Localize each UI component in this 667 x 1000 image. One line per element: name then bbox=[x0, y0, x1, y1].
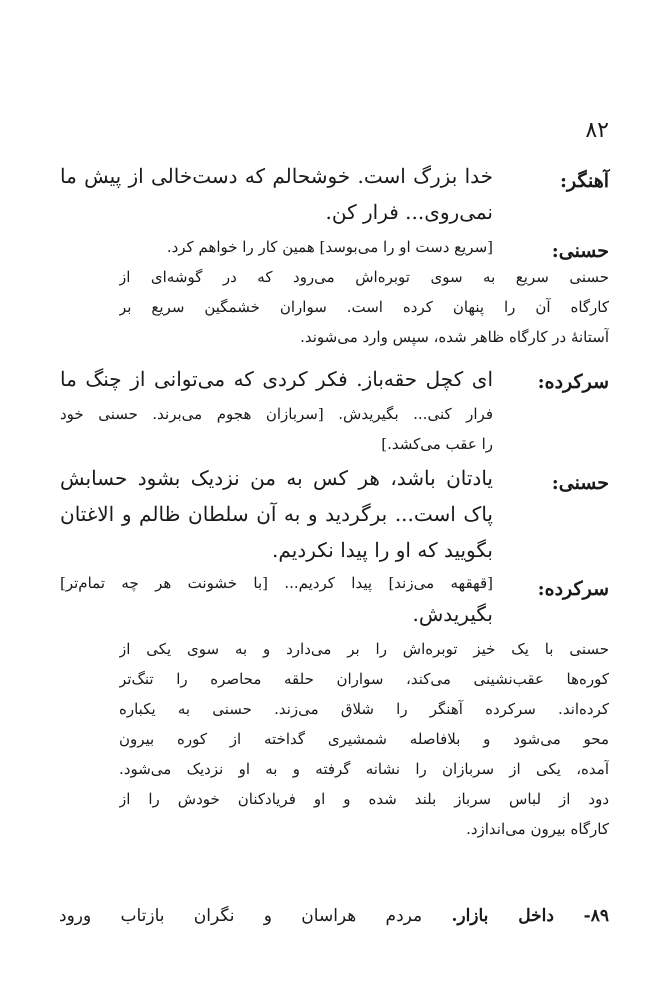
dialogue-line: [قهقهه می‌زند] پیدا کردیم... [با خشونت هر چه تمام‌تر] bbox=[60, 574, 493, 592]
stage-line: حسنی با یک خیز توبره‌اش را بر می‌دارد و به سوی یکی از bbox=[119, 640, 609, 658]
speaker-name: آهنگر: bbox=[559, 170, 609, 192]
stage-line: کارگاه آن را پنهان کرده است. سواران خشمگین سریع بر bbox=[119, 298, 609, 316]
stage-line: دود از لباس سرباز بلند شده و او فریادکنان خودش را از bbox=[119, 790, 609, 808]
scene-number: ۸۹- داخل بازار. bbox=[451, 906, 610, 926]
dialogue-line: یادتان باشد، هر کس به من نزدیک بشود حسابش bbox=[60, 466, 493, 490]
dialogue-line: را عقب می‌کشد.] bbox=[381, 435, 493, 453]
dialogue-line: نمی‌روی... فرار کن. bbox=[325, 200, 493, 224]
stage-line: آستانهٔ درِ کارگاه ظاهر شده، سپس وارد می‌شوند. bbox=[300, 328, 609, 346]
stage-line: حسنی سریع به سوی توبره‌اش می‌رود که در گوشه‌ای از bbox=[119, 268, 609, 286]
stage-line: کارگاه بیرون می‌اندازد. bbox=[466, 820, 609, 838]
stage-line: آمده، یکی از سربازان را نشانه گرفته و به او نزدیک می‌شود. bbox=[119, 760, 609, 778]
scene-heading bbox=[59, 906, 609, 926]
scene-text: مردم هراسان و نگران بازتاب ورود bbox=[59, 906, 423, 926]
dialogue-line: فرار کنی... بگیریدش. [سربازان هجوم می‌برند. حسنی خود bbox=[60, 405, 493, 423]
stage-line: کرده‌اند. سرکرده آهنگر را شلاق می‌زند. حسنی به یکباره bbox=[119, 700, 609, 718]
dialogue-line: پاک است... برگردید و به آن سلطان ظالم و الاغتان bbox=[60, 502, 493, 526]
stage-line: کوره‌ها عقب‌نشینی می‌کند، سواران حلقه محاصره را تنگ‌تر bbox=[119, 670, 609, 688]
speaker-name: سرکرده: bbox=[537, 578, 609, 600]
dialogue-line: خدا بزرگ است. خوشحالم که دست‌خالی از پیش ما bbox=[60, 164, 493, 188]
dialogue-line: بگویید که او را پیدا نکردیم. bbox=[272, 538, 493, 562]
dialogue-line: بگیریدش. bbox=[412, 602, 493, 626]
stage-line: محو می‌شود و بلافاصله شمشیری گداخته از کوره بیرون bbox=[119, 730, 609, 748]
page-number: ۸۲ bbox=[585, 118, 609, 143]
dialogue-line: [سریع دست او را می‌بوسد] همین کار را خواهم کرد. bbox=[166, 238, 493, 256]
speaker-name: حسنی: bbox=[551, 240, 609, 262]
dialogue-line: ای کچل حقه‌باز. فکر کردی که می‌توانی از چنگ ما bbox=[60, 367, 493, 391]
speaker-name: حسنی: bbox=[551, 472, 609, 494]
speaker-name: سرکرده: bbox=[537, 371, 609, 393]
